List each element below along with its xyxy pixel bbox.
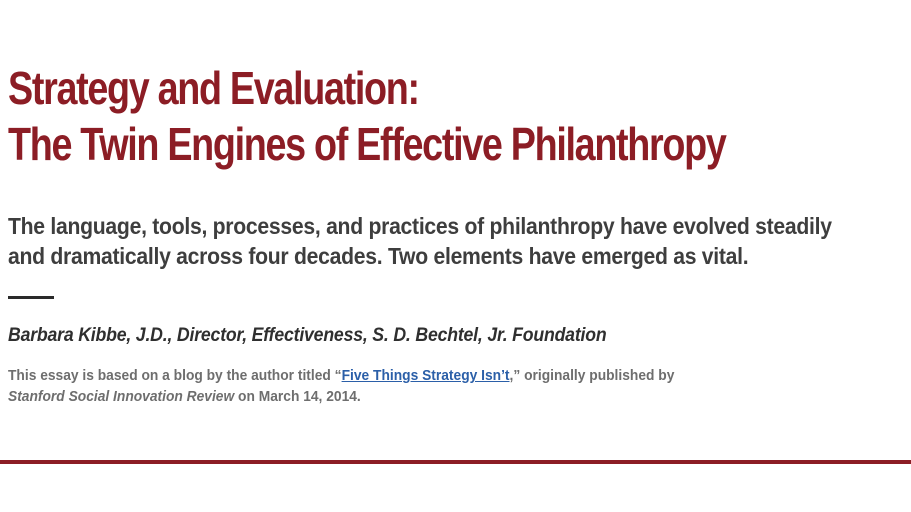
title-line-1: Strategy and Evaluation: (8, 62, 419, 114)
subtitle-line-2: and dramatically across four decades. Two elements have emerged as vital. (8, 243, 749, 269)
page-title (8, 60, 726, 172)
author-byline: Barbara Kibbe, J.D., Director, Effectiveness, S. D. Bechtel, Jr. Foundation (8, 325, 607, 346)
title-line-2: The Twin Engines of Effective Philanthropy (8, 118, 726, 170)
source-note (8, 365, 674, 407)
note-after-link: ,” originally published by (509, 367, 675, 384)
blog-link[interactable]: Five Things Strategy Isn’t (341, 367, 510, 384)
section-divider (0, 460, 911, 464)
note-suffix: on March 14, 2014. (234, 388, 361, 405)
note-prefix: This essay is based on a blog by the author titled “ (8, 367, 342, 384)
subtitle (8, 211, 836, 271)
short-divider (8, 296, 54, 299)
subtitle-line-1: The language, tools, processes, and practices of philanthropy have evolved steadily (8, 213, 832, 239)
publication-name: Stanford Social Innovation Review (8, 388, 235, 405)
